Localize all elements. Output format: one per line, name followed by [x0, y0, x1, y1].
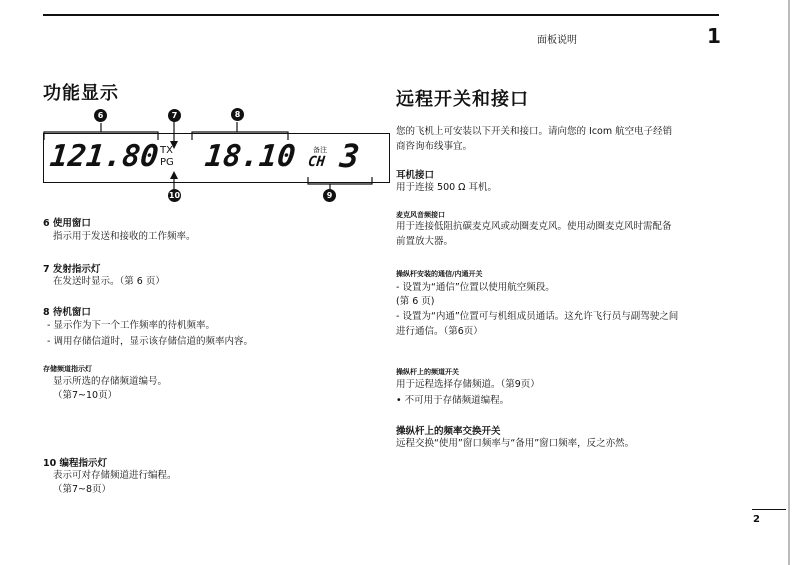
header-label: 面板说明 [537, 35, 577, 46]
item-text: 进行通信。（第6页） [396, 326, 483, 337]
item-heading-use-window: 6 使用窗口 [43, 218, 91, 229]
item-text: 指示用于发送和接收的工作频率。 [53, 231, 196, 242]
item-heading-memory-channel: 存储频道指示灯 [43, 365, 92, 373]
item-text: （第7~8页） [53, 484, 112, 495]
item-heading-program-indicator: 10 编程指示灯 [43, 458, 108, 469]
item-heading-channel-switch: 操纵杆上的频道开关 [396, 368, 459, 376]
callout-10: 10 [168, 191, 181, 200]
channel-number: 3 [338, 137, 362, 175]
footer-rule [752, 509, 786, 510]
callout-6: 6 [94, 109, 107, 122]
pg-indicator: PG [160, 157, 174, 168]
item-heading-tx-indicator: 7 发射指示灯 [43, 264, 101, 275]
item-text: 用于连接低阻抗碳麦克风或动圈麦克风。使用动圈麦克风时需配备 [396, 221, 672, 232]
item-text: - 设置为“通信”位置以使用航空频段。 [396, 282, 555, 293]
item-text: 在发送时显示。（第 6 页） [53, 276, 165, 287]
intro-text: 您的飞机上可安装以下开关和接口。请向您的 Icom 航空电子经销 [396, 126, 673, 137]
item-text: （第7~10页） [53, 390, 118, 401]
item-text: • 不可用于存储频道编程。 [396, 395, 510, 406]
callout-8: 8 [231, 108, 244, 121]
item-text: 远程交换“使用”窗口频率与“备用”窗口频率，反之亦然。 [396, 438, 635, 449]
item-text: 用于连接 500 Ω 耳机。 [396, 182, 497, 193]
page-edge-line [788, 0, 790, 565]
item-text: 用于远程选择存储频道。（第9页） [396, 379, 540, 390]
tx-indicator: TX [160, 145, 173, 156]
item-text: 表示可对存储频道进行编程。 [53, 470, 177, 481]
footer-page-number: 2 [753, 514, 760, 525]
item-heading-standby-window: 8 待机窗口 [43, 307, 91, 318]
item-heading-mic-jack: 麦克风音频接口 [396, 211, 445, 219]
item-heading-headset-jack: 耳机接口 [396, 170, 435, 181]
item-text: - 显示作为下一个工作频率的待机频率。 [47, 320, 215, 331]
left-section-title: 功能显示 [43, 83, 119, 104]
item-text: - 设置为“内通”位置可与机组成员通话。这允许飞行员与副驾驶之间 [396, 311, 679, 322]
ch-label: CH [307, 154, 326, 170]
top-rule [43, 14, 719, 16]
active-frequency: 121.80 [48, 139, 161, 174]
item-text: (第 6 页) [396, 296, 435, 307]
standby-frequency: 18.10 [203, 139, 298, 174]
item-heading-comm-intercom-switch: 操纵杆安装的通信/内通开关 [396, 270, 483, 278]
item-text: 显示所选的存储频道编号。 [53, 376, 168, 387]
intro-text: 商咨询布线事宜。 [396, 141, 473, 152]
callout-7: 7 [168, 109, 181, 122]
item-heading-swap-switch: 操纵杆上的频率交换开关 [396, 426, 501, 437]
item-text: - 调用存储信道时，显示该存储信道的频率内容。 [47, 336, 253, 347]
header-page-number: 1 [707, 24, 721, 48]
right-section-title: 远程开关和接口 [396, 89, 529, 110]
item-text: 前置放大器。 [396, 236, 454, 247]
callout-9: 9 [323, 189, 336, 202]
memo-label: 备注 [313, 146, 327, 154]
